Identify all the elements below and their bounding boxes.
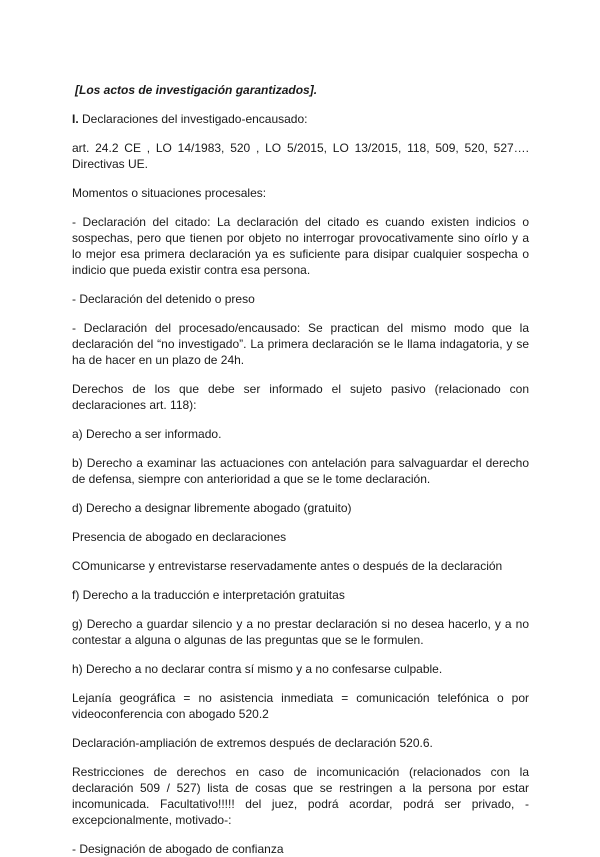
paragraph-communicate: COmunicarse y entrevistarse reservadamente antes o después de la declaración [72,559,503,573]
paragraph-right-d: d) Derecho a designar libremente abogado (gratuito) [72,501,352,515]
paragraph-right-h: h) Derecho a no declarar contra sí mismo y a no confesarse culpable. [72,662,443,676]
section-heading-text: Declaraciones del investigado-encausado: [82,112,308,126]
paragraph-rights-intro: Derechos de los que debe ser informado el sujeto pasivo (relacionado con declaraciones art. 118): [72,382,529,412]
paragraph-ampliacion: Declaración-ampliación de extremos después de declaración 520.6. [72,736,433,750]
paragraph-lawyer-presence: Presencia de abogado en declaraciones [72,530,287,544]
paragraph-detenido: - Declaración del detenido o preso [72,292,255,306]
paragraph-right-g: g) Derecho a guardar silencio y a no prestar declaración si no desea hacerlo, y a no contestar a alguna o algunas de las preguntas que se le formulen. [72,617,529,647]
paragraph-right-b: b) Derecho a examinar las actuaciones con antelación para salvaguardar el derecho de defensa, siempre con anterioridad a que se le tome declaración. [72,456,529,486]
paragraph-right-a: a) Derecho a ser informado. [72,427,222,441]
paragraph-distance: Lejanía geográfica = no asistencia inmediata = comunicación telefónica o por videoconferencia con abogado 520.2 [72,691,529,721]
paragraph-restrictions: Restricciones de derechos en caso de incomunicación (relacionados con la declaración 509 / 527) lista de cosas que se restringen a la persona por estar incomunicada. Facultativo!!!!! del juez, podrá acordar, podrá ser privado, - excepcionalmente, motivado-: [72,765,529,827]
section-number: I. [72,112,79,126]
paragraph-right-f: f) Derecho a la traducción e interpretación gratuitas [72,588,345,602]
section-heading [72,111,529,127]
paragraph-citado: - Declaración del citado: La declaración del citado es cuando existen indicios o sospechas, pero que tienen por objeto no interrogar provocativamente sino oírlo y a lo mejor esa primera declaración ya es suficiente para disipar cualquier sospecha o indicio que pueda existir contra esa persona. [72,215,529,277]
paragraph-procedural-moments: Momentos o situaciones procesales: [72,186,267,200]
document-title: [Los actos de investigación garantizados]. [75,83,318,97]
paragraph-legal-references: art. 24.2 CE , LO 14/1983, 520 , LO 5/2015, LO 13/2015, 118, 509, 520, 527…. Directivas UE. [72,141,529,171]
paragraph-designacion: - Designación de abogado de confianza [72,842,284,856]
paragraph-procesado: - Declaración del procesado/encausado: Se practican del mismo modo que la declaración del “no investigado”. La primera declaración se le llama indagatoria, y se ha de hacer en un plazo de 24h. [72,321,529,367]
